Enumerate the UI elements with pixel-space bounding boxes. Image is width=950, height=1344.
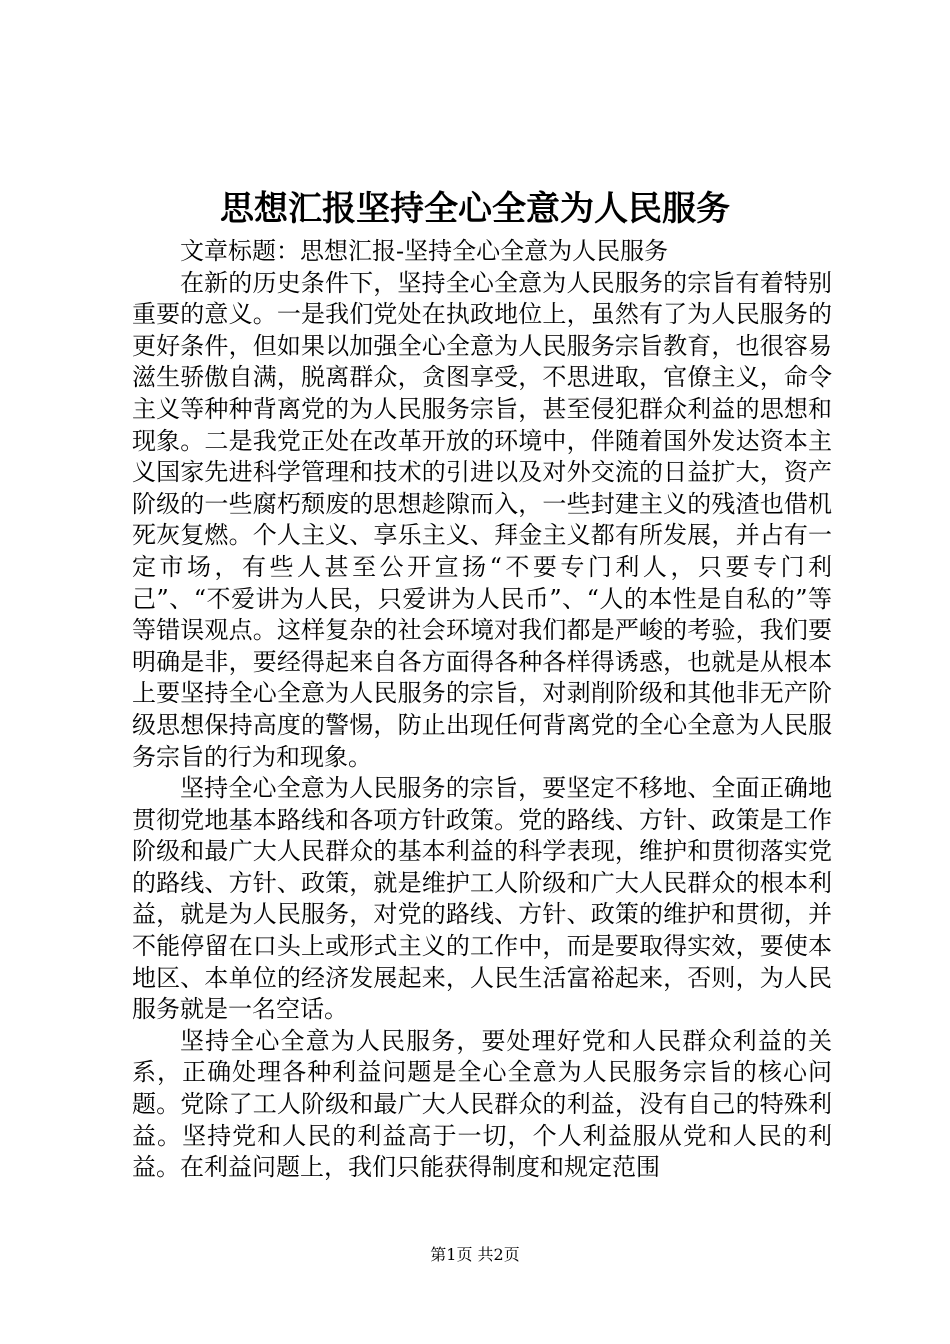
paragraph-3: 坚持全心全意为人民服务，要处理好党和人民群众利益的关系，正确处理各种利益问题是全心全意为人民服务宗旨的核心问题。党除了工人阶级和最广大人民群众的利益，没有自己的特殊利益。坚持党和人民的利益高于一切，个人利益服从党和人民的利益。在利益问题上，我们只能获得制度和规定范围 (132, 1026, 832, 1182)
article-title-line: 文章标题：思想汇报-坚持全心全意为人民服务 (180, 237, 669, 265)
document-title: 思想汇报坚持全心全意为人民服务 (220, 189, 730, 229)
page-number: 第1页 共2页 (430, 1245, 520, 1264)
paragraph-1: 在新的历史条件下，坚持全心全意为人民服务的宗旨有着特别重要的意义。一是我们党处在执政地位上，虽然有了为人民服务的更好条件，但如果以加强全心全意为人民服务宗旨教育，也很容易滋生骄傲自满，脱离群众，贪图享受，不思进取，官僚主义，命令主义等种种背离党的为人民服务宗旨，甚至侵犯群众利益的思想和现象。二是我党正处在改革开放的环境中，伴随着国外发达资本主义国家先进科学管理和技术的引进以及对外交流的日益扩大，资产阶级的一些腐朽颓废的思想趁隙而入，一些封建主义的残渣也借机死灰复燃。个人主义、享乐主义、拜金主义都有所发展，并占有一定市场，有些人甚至公开宣扬“不要专门利人，只要专门利己”、“不爱讲为人民，只爱讲为人民币”、“人的本性是自私的”等等错误观点。这样复杂的社会环境对我们都是严峻的考验，我们要明确是非，要经得起来自各方面得各种各样得诱惑，也就是从根本上要坚持全心全意为人民服务的宗旨，对剥削阶级和其他非无产阶级思想保持高度的警惕，防止出现任何背离党的全心全意为人民服务宗旨的行为和现象。 (132, 268, 832, 771)
document-body (132, 236, 832, 1184)
paragraph-2: 坚持全心全意为人民服务的宗旨，要坚定不移地、全面正确地贯彻党地基本路线和各项方针政策。党的路线、方针、政策是工作阶级和最广大人民群众的基本利益的科学表现，维护和贯彻落实党的路线、方针、政策，就是维护工人阶级和广大人民群众的根本利益，就是为人民服务，对党的路线、方针、政策的维护和贯彻，并不能停留在口头上或形式主义的工作中，而是要取得实效，要使本地区、本单位的经济发展起来，人民生活富裕起来，否则，为人民服务就是一名空话。 (132, 774, 832, 1024)
